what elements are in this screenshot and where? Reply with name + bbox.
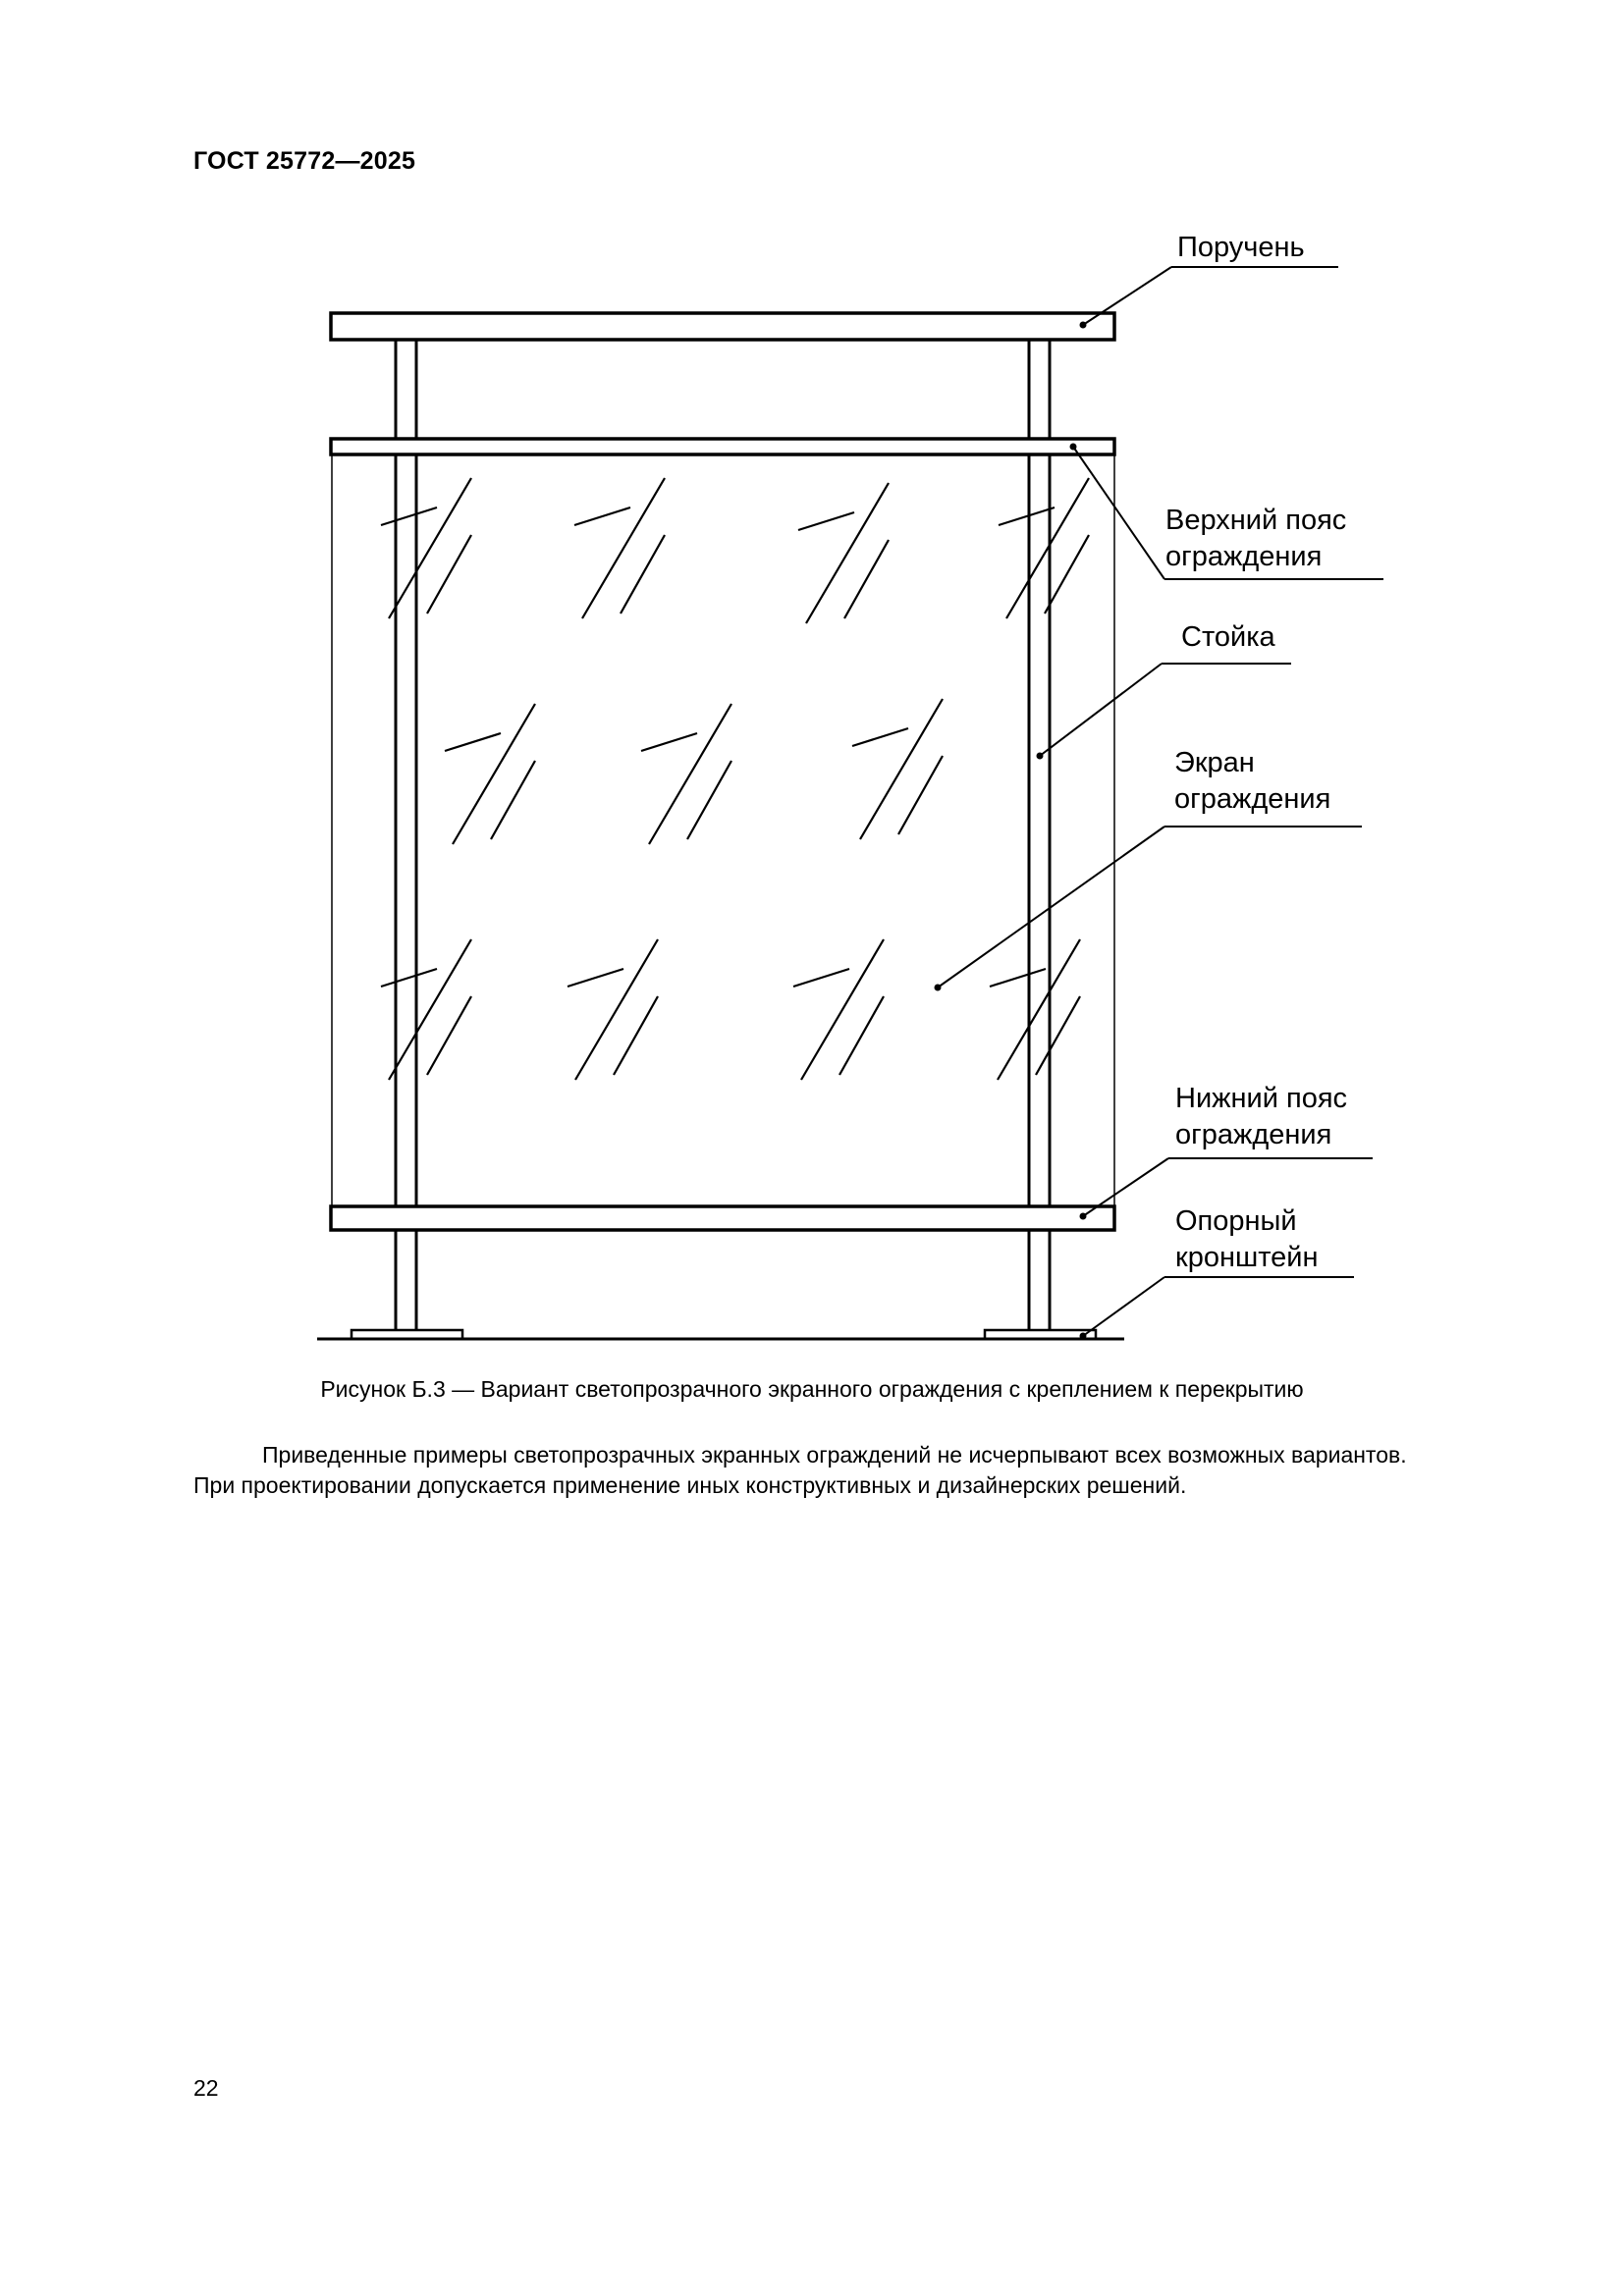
label-screen-1: Экран (1174, 747, 1255, 778)
glass-mark (445, 733, 501, 751)
glass-mark (1045, 535, 1089, 614)
glass-mark (852, 728, 908, 746)
label-top-rail-1: Верхний пояс (1165, 505, 1347, 536)
handrail (331, 313, 1114, 340)
figure-caption: Рисунок Б.3 — Вариант светопрозрачного экранного ограждения с креплением к перекрытию (320, 1376, 1304, 1402)
glass-mark (427, 996, 471, 1075)
body-line-1: Приведенные примеры светопрозрачных экранных ограждений не исчерпывают всех возможных вариантов. (262, 1442, 1407, 1468)
page-number: 22 (193, 2075, 219, 2101)
glass-screen (332, 454, 1114, 1210)
glass-reflection-marks (381, 478, 1089, 1080)
glass-mark (687, 761, 731, 839)
glass-mark (574, 507, 630, 525)
document-header: ГОСТ 25772—2025 (193, 147, 416, 175)
glass-mark (844, 540, 889, 618)
glass-mark (641, 733, 697, 751)
label-post: Стойка (1181, 621, 1275, 653)
glass-mark (491, 761, 535, 839)
glass-mark (860, 699, 943, 839)
glass-mark (568, 969, 623, 987)
leader-handrail (1083, 267, 1171, 325)
glass-mark (427, 535, 471, 614)
glass-mark (582, 478, 665, 618)
top-rail (331, 439, 1114, 454)
body-paragraph (193, 1440, 1509, 1501)
glass-mark (575, 939, 658, 1080)
glass-mark (649, 704, 731, 844)
glass-mark (801, 939, 884, 1080)
leader-bracket (1083, 1277, 1164, 1336)
label-bottom-rail-2: ограждения (1175, 1119, 1332, 1150)
label-handrail: Поручень (1177, 232, 1305, 263)
leader-top-rail (1073, 447, 1164, 579)
label-screen-2: ограждения (1174, 783, 1331, 815)
label-top-rail-2: ограждения (1165, 541, 1323, 572)
glass-mark (806, 483, 889, 623)
glass-mark (614, 996, 658, 1075)
label-bracket-2: кронштейн (1175, 1242, 1319, 1273)
glass-mark (898, 756, 943, 834)
glass-mark (453, 704, 535, 844)
glass-mark (621, 535, 665, 614)
left-post (396, 340, 416, 1339)
leader-bottom-rail (1083, 1158, 1168, 1216)
body-line-2: При проектировании допускается применение иных конструктивных и дизайнерских решений. (193, 1472, 1187, 1498)
leader-post (1040, 664, 1162, 756)
glass-mark (839, 996, 884, 1075)
glass-mark (793, 969, 849, 987)
bottom-rail (331, 1206, 1114, 1230)
label-bracket-1: Опорный (1175, 1205, 1297, 1237)
glass-mark (798, 512, 854, 530)
right-post (1029, 340, 1050, 1339)
label-bottom-rail-1: Нижний пояс (1175, 1083, 1348, 1114)
